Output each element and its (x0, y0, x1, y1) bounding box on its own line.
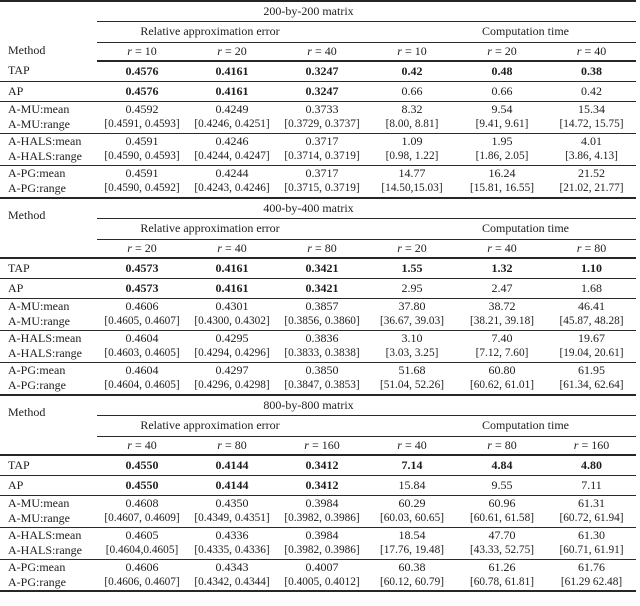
mean-value: 3.10 (401, 331, 423, 345)
method-row-mean-range (0, 101, 636, 133)
mean-range-cell (367, 362, 457, 394)
section-body (0, 198, 636, 394)
range-value: [0.4605, 0.4607] (104, 315, 180, 327)
range-value: [17.76, 19.48] (379, 544, 444, 556)
value-cell: 0.4576 (97, 81, 187, 101)
range-value: [60.61, 61.58] (469, 512, 534, 524)
mean-value: 0.4591 (125, 134, 159, 148)
value-cell: 9.55 (457, 475, 547, 495)
mean-range-cell (187, 165, 277, 197)
mean-value: 0.4605 (125, 528, 159, 542)
value-cell: 0.3247 (277, 61, 367, 81)
mean-range-cell (547, 527, 636, 559)
mean-value: 61.95 (578, 363, 606, 378)
mean-value: 9.54 (491, 102, 513, 116)
value-cell: 0.4161 (187, 258, 277, 278)
mean-value: 1.95 (491, 134, 513, 148)
mean-range-cell (547, 362, 636, 394)
mean-value: 0.4007 (305, 559, 339, 574)
method-name-range: A-MU:range (8, 511, 70, 525)
group-header-time-cell (367, 218, 636, 239)
group-header-error-cell (97, 21, 367, 42)
mean-range-cell (277, 362, 367, 394)
rank-label: r = 20 (457, 42, 547, 61)
value-cell: 0.3247 (277, 81, 367, 101)
method-name-range: A-PG:range (8, 378, 66, 393)
section-title: 400-by-400 matrix (263, 200, 354, 215)
rank-label: r = 10 (367, 42, 457, 61)
mean-range-cell (277, 559, 367, 591)
mean-value: 38.72 (488, 299, 516, 313)
rank-label: r = 20 (97, 239, 187, 258)
group-header-time-cell (367, 21, 636, 42)
value-cell: 0.4144 (187, 475, 277, 495)
mean-value: 60.80 (488, 363, 516, 378)
method-name-range: A-MU:range (8, 314, 70, 328)
method-name-mean: A-HALS:mean (8, 134, 82, 148)
mean-value: 4.01 (581, 134, 603, 148)
method-name: TAP (0, 455, 97, 475)
mean-range-cell (187, 495, 277, 527)
range-value: [60.71, 61.91] (559, 544, 624, 556)
rank-label: r = 40 (187, 239, 277, 258)
method-name-range: A-MU:range (8, 117, 70, 131)
mean-value: 7.40 (491, 331, 513, 345)
method-name: AP (0, 81, 97, 101)
mean-value: 0.3984 (305, 496, 339, 510)
value-cell: 0.4161 (187, 61, 277, 81)
range-value: [0.3833, 0.3838] (284, 347, 360, 359)
mean-range-cell (97, 133, 187, 165)
mean-range-cell (547, 495, 636, 527)
mean-value: 0.4350 (215, 496, 249, 510)
group-header-error-cell (97, 218, 367, 239)
method-name-cell (0, 101, 97, 133)
range-value: [0.3982, 0.3986] (284, 544, 360, 556)
range-value: [0.4590, 0.4592] (104, 182, 180, 195)
value-cell: 0.3412 (277, 455, 367, 475)
method-name-range: A-HALS:range (8, 543, 82, 557)
value-cell: 7.14 (367, 455, 457, 475)
mean-range-cell (547, 559, 636, 591)
range-value: [60.62, 61.01] (469, 379, 534, 392)
mean-range-cell (367, 559, 457, 591)
mean-range-cell (457, 298, 547, 330)
method-name-range: A-HALS:range (8, 346, 82, 360)
range-value: [7.12, 7.60] (475, 347, 529, 359)
mean-range-cell (547, 330, 636, 362)
group-header-error-cell (97, 415, 367, 436)
header-rank-row (0, 239, 636, 258)
section-title-cell (97, 395, 636, 415)
range-value: [14.72, 15.75] (559, 118, 624, 130)
range-value: [61.29 62.48] (560, 575, 623, 588)
range-value: [0.4606, 0.4607] (104, 575, 180, 588)
mean-value: 0.4249 (215, 102, 249, 116)
mean-value: 51.68 (398, 363, 426, 378)
range-value: [60.78, 61.81] (469, 575, 534, 588)
rank-row-spacer (0, 239, 97, 258)
range-value: [1.86, 2.05] (475, 150, 529, 162)
group-header-time-cell (367, 415, 636, 436)
range-value: [0.4342, 0.4344] (194, 575, 270, 588)
rank-label: r = 80 (547, 239, 636, 258)
mean-range-cell (277, 101, 367, 133)
method-row-ap (0, 475, 636, 495)
method-name-cell (0, 362, 97, 394)
mean-range-cell (187, 330, 277, 362)
section-title: 200-by-200 matrix (263, 3, 354, 18)
method-name-cell (0, 298, 97, 330)
mean-value: 61.30 (578, 528, 606, 542)
group-header-error: Relative approximation error (140, 24, 280, 38)
value-cell: 0.38 (547, 61, 636, 81)
mean-value: 0.4297 (215, 363, 249, 378)
range-value: [0.4607, 0.4609] (104, 512, 180, 524)
mean-range-cell (457, 559, 547, 591)
method-row-ap (0, 278, 636, 298)
mean-range-cell (367, 133, 457, 165)
group-header-time: Computation time (482, 418, 570, 432)
mean-range-cell (277, 165, 367, 197)
range-value: [0.4604, 0.4605] (104, 379, 180, 392)
mean-value: 1.09 (401, 134, 423, 148)
range-value: [0.4603, 0.4605] (104, 347, 180, 359)
method-name-cell (0, 559, 97, 591)
mean-range-cell (277, 298, 367, 330)
method-name-mean: A-MU:mean (8, 299, 70, 313)
range-value: [36.67, 39.03] (379, 315, 444, 327)
value-cell: 0.4550 (97, 455, 187, 475)
mean-value: 0.3717 (305, 134, 339, 148)
range-value: [19.04, 20.61] (559, 347, 624, 359)
value-cell: 0.42 (547, 81, 636, 101)
range-value: [0.3714, 0.3719] (284, 150, 360, 162)
mean-value: 0.4604 (125, 363, 159, 378)
rank-label: r = 80 (457, 436, 547, 455)
rank-label: r = 40 (277, 42, 367, 61)
mean-range-cell (187, 559, 277, 591)
range-value: [38.21, 39.18] (469, 315, 534, 327)
method-name-cell (0, 495, 97, 527)
mean-value: 0.3857 (305, 299, 339, 313)
value-cell: 0.3421 (277, 278, 367, 298)
range-value: [0.4244, 0.4247] (194, 150, 270, 162)
section-title: 800-by-800 matrix (263, 397, 354, 412)
value-cell: 0.4573 (97, 258, 187, 278)
mean-value: 16.24 (488, 166, 516, 181)
mean-value: 0.4295 (215, 331, 249, 345)
mean-range-cell (547, 133, 636, 165)
mean-range-cell (187, 527, 277, 559)
rank-row-spacer (0, 436, 97, 455)
group-header-error: Relative approximation error (140, 418, 280, 432)
method-name-cell (0, 133, 97, 165)
mean-value: 61.76 (578, 559, 606, 574)
range-value: [60.72, 61.94] (559, 512, 624, 524)
mean-range-cell (367, 101, 457, 133)
range-value: [0.3847, 0.3853] (284, 379, 360, 392)
mean-range-cell (97, 495, 187, 527)
mean-value: 0.4591 (125, 166, 159, 181)
mean-value: 0.3733 (305, 102, 339, 116)
method-row-mean-range (0, 362, 636, 394)
rank-label: r = 40 (457, 239, 547, 258)
value-cell: 0.3421 (277, 258, 367, 278)
header-rank-row (0, 436, 636, 455)
method-name-mean: A-MU:mean (8, 496, 70, 510)
mean-range-cell (97, 527, 187, 559)
mean-value: 60.29 (398, 496, 426, 510)
value-cell: 4.80 (547, 455, 636, 475)
header-title-row (0, 1, 636, 21)
method-name-mean: A-PG:mean (8, 559, 66, 574)
range-value: [3.03, 3.25] (385, 347, 439, 359)
mean-value: 61.31 (578, 496, 606, 510)
mean-range-cell (97, 165, 187, 197)
mean-range-cell (277, 330, 367, 362)
mean-range-cell (457, 362, 547, 394)
mean-range-cell (187, 101, 277, 133)
rank-label: r = 80 (187, 436, 277, 455)
mean-range-cell (457, 101, 547, 133)
section-table-0 (0, 0, 636, 197)
rank-label: r = 20 (367, 239, 457, 258)
range-value: [0.4243, 0.4246] (194, 182, 270, 195)
method-name: TAP (0, 61, 97, 81)
method-row-mean-range (0, 133, 636, 165)
method-header: Method (8, 207, 46, 222)
range-value: [0.4590, 0.4593] (104, 150, 180, 162)
mean-range-cell (187, 298, 277, 330)
section-body (0, 395, 636, 591)
mean-value: 0.4606 (125, 299, 159, 313)
value-cell: 15.84 (367, 475, 457, 495)
value-cell: 0.4161 (187, 278, 277, 298)
value-cell: 1.55 (367, 258, 457, 278)
method-name-range: A-PG:range (8, 181, 66, 196)
value-cell: 0.48 (457, 61, 547, 81)
range-value: [0.3715, 0.3719] (284, 182, 360, 195)
value-cell: 0.4550 (97, 475, 187, 495)
range-value: [0.3856, 0.3860] (284, 315, 360, 327)
mean-range-cell (367, 330, 457, 362)
value-cell: 0.66 (367, 81, 457, 101)
mean-range-cell (367, 298, 457, 330)
range-value: [15.81, 16.55] (469, 182, 534, 195)
method-row-mean-range (0, 495, 636, 527)
range-value: [0.4300, 0.4302] (194, 315, 270, 327)
rank-label: r = 160 (547, 436, 636, 455)
value-cell: 4.84 (457, 455, 547, 475)
mean-range-cell (457, 495, 547, 527)
mean-range-cell (277, 495, 367, 527)
range-value: [8.00, 8.81] (385, 118, 439, 130)
method-header: Method (8, 43, 46, 57)
method-name-mean: A-PG:mean (8, 166, 66, 181)
range-value: [0.4604,0.4605] (105, 544, 179, 556)
range-value: [0.4349, 0.4351] (194, 512, 270, 524)
value-cell: 0.3412 (277, 475, 367, 495)
mean-value: 0.3717 (305, 166, 339, 181)
value-cell: 1.32 (457, 258, 547, 278)
mean-value: 46.41 (578, 299, 606, 313)
value-cell: 0.42 (367, 61, 457, 81)
method-name-range: A-HALS:range (8, 149, 82, 163)
rank-label: r = 10 (97, 42, 187, 61)
mean-range-cell (367, 165, 457, 197)
method-row-mean-range (0, 559, 636, 591)
range-value: [0.4335, 0.4336] (194, 544, 270, 556)
rank-label: r = 80 (277, 239, 367, 258)
group-header-time: Computation time (482, 24, 570, 38)
mean-range-cell (97, 362, 187, 394)
range-value: [60.12, 60.79] (379, 575, 444, 588)
mean-value: 21.52 (578, 166, 606, 181)
mean-value: 0.4244 (215, 166, 249, 181)
mean-range-cell (277, 527, 367, 559)
value-cell: 1.68 (547, 278, 636, 298)
value-cell: 0.66 (457, 81, 547, 101)
value-cell: 0.4576 (97, 61, 187, 81)
range-value: [0.4005, 0.4012] (284, 575, 360, 588)
method-row-mean-range (0, 330, 636, 362)
mean-value: 0.4301 (215, 299, 249, 313)
mean-value: 0.4608 (125, 496, 159, 510)
mean-value: 0.3984 (305, 528, 339, 542)
mean-value: 0.4592 (125, 102, 159, 116)
mean-range-cell (187, 133, 277, 165)
mean-value: 15.34 (578, 102, 606, 116)
mean-value: 37.80 (398, 299, 426, 313)
mean-range-cell (97, 101, 187, 133)
range-value: [0.4294, 0.4296] (194, 347, 270, 359)
value-cell: 2.95 (367, 278, 457, 298)
method-name: AP (0, 278, 97, 298)
mean-value: 61.26 (488, 559, 516, 574)
value-cell: 2.47 (457, 278, 547, 298)
section-title-cell (97, 1, 636, 21)
range-value: [43.33, 52.75] (469, 544, 534, 556)
mean-range-cell (547, 101, 636, 133)
mean-value: 0.4604 (125, 331, 159, 345)
mean-range-cell (457, 133, 547, 165)
range-value: [0.4296, 0.4298] (194, 379, 270, 392)
section-title-cell (97, 198, 636, 218)
method-name: TAP (0, 258, 97, 278)
method-row-mean-range (0, 165, 636, 197)
method-row-tap (0, 455, 636, 475)
mean-range-cell (97, 298, 187, 330)
mean-value: 60.38 (398, 559, 426, 574)
mean-range-cell (457, 330, 547, 362)
method-row-tap (0, 258, 636, 278)
range-value: [21.02, 21.77] (559, 182, 624, 195)
mean-value: 0.4343 (215, 559, 249, 574)
mean-range-cell (367, 527, 457, 559)
mean-range-cell (547, 298, 636, 330)
method-row-mean-range (0, 298, 636, 330)
method-name-range: A-PG:range (8, 574, 66, 589)
mean-range-cell (277, 133, 367, 165)
value-cell: 0.4161 (187, 81, 277, 101)
range-value: [14.50,15.03] (381, 182, 443, 195)
range-value: [60.03, 60.65] (379, 512, 444, 524)
method-row-ap (0, 81, 636, 101)
method-row-mean-range (0, 527, 636, 559)
mean-value: 0.4606 (125, 559, 159, 574)
method-row-tap (0, 61, 636, 81)
value-cell: 1.10 (547, 258, 636, 278)
range-value: [0.3729, 0.3737] (284, 118, 360, 130)
group-header-error: Relative approximation error (140, 221, 280, 235)
rank-label: r = 160 (277, 436, 367, 455)
section-body (0, 1, 636, 197)
range-value: [0.4246, 0.4251] (194, 118, 270, 130)
mean-value: 0.4246 (215, 134, 249, 148)
mean-range-cell (547, 165, 636, 197)
rank-label: r = 40 (547, 42, 636, 61)
range-value: [0.98, 1.22] (385, 150, 439, 162)
mean-value: 14.77 (398, 166, 426, 181)
method-name-cell (0, 165, 97, 197)
header-title-row (0, 395, 636, 415)
header-title-row (0, 198, 636, 218)
group-header-time: Computation time (482, 221, 570, 235)
mean-value: 60.96 (488, 496, 516, 510)
rank-label: r = 40 (97, 436, 187, 455)
mean-range-cell (367, 495, 457, 527)
mean-range-cell (97, 559, 187, 591)
rank-label: r = 40 (367, 436, 457, 455)
mean-value: 47.70 (488, 528, 516, 542)
mean-value: 8.32 (401, 102, 423, 116)
method-header: Method (8, 404, 46, 419)
range-value: [9.41, 9.61] (475, 118, 529, 130)
value-cell: 7.11 (547, 475, 636, 495)
range-value: [3.86, 4.13] (565, 150, 618, 162)
mean-value: 0.3850 (305, 363, 339, 378)
mean-value: 19.67 (578, 331, 606, 345)
value-cell: 0.4144 (187, 455, 277, 475)
range-value: [45.87, 48.28] (559, 315, 624, 327)
method-name-mean: A-MU:mean (8, 102, 70, 116)
range-value: [0.4591, 0.4593] (104, 118, 180, 130)
method-name-mean: A-HALS:mean (8, 528, 82, 542)
range-value: [0.3982, 0.3986] (284, 512, 360, 524)
method-name-cell (0, 527, 97, 559)
method-name-mean: A-HALS:mean (8, 331, 82, 345)
section-table-1 (0, 197, 636, 394)
method-name: AP (0, 475, 97, 495)
value-cell: 0.4573 (97, 278, 187, 298)
mean-range-cell (457, 527, 547, 559)
mean-range-cell (187, 362, 277, 394)
mean-value: 0.3836 (305, 331, 339, 345)
method-name-cell (0, 330, 97, 362)
mean-range-cell (457, 165, 547, 197)
rank-label: r = 20 (187, 42, 277, 61)
range-value: [61.34, 62.64] (559, 379, 624, 392)
range-value: [51.04, 52.26] (379, 379, 444, 392)
method-name-mean: A-PG:mean (8, 363, 66, 378)
mean-value: 0.4336 (215, 528, 249, 542)
mean-value: 18.54 (398, 528, 426, 542)
section-table-2 (0, 394, 636, 592)
mean-range-cell (97, 330, 187, 362)
